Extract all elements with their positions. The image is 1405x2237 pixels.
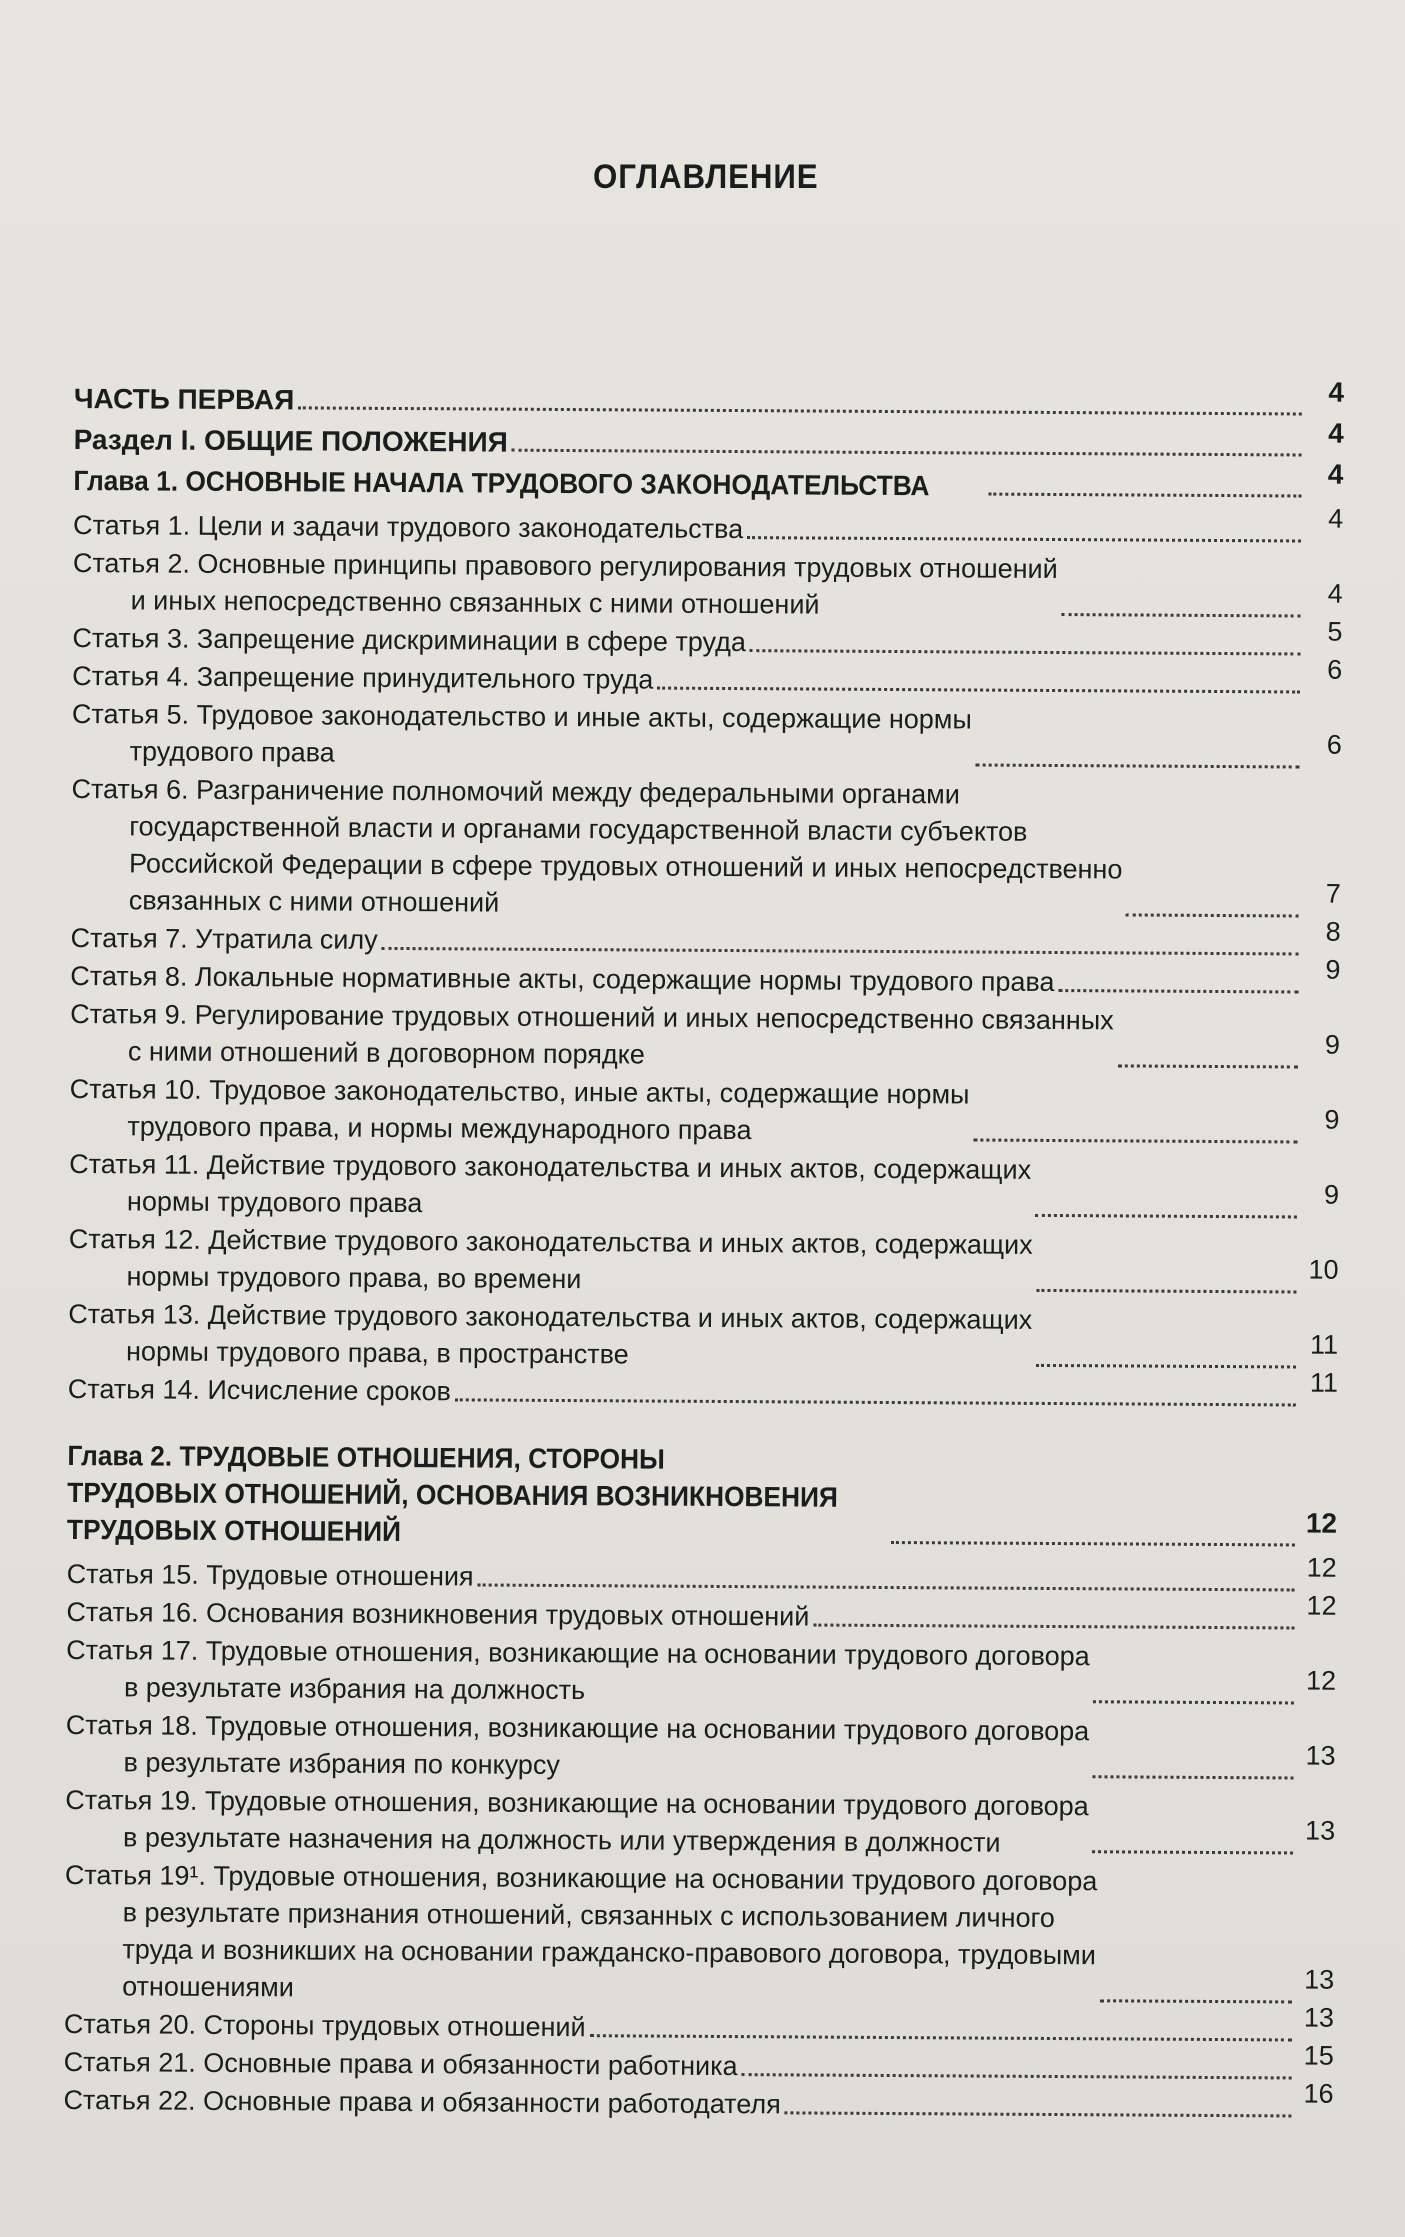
toc-entry-line: Статья 17. Трудовые отношения, возникающие на основании трудового договора: [66, 1634, 1090, 1672]
toc-entry-line: Раздел I. ОБЩИЕ ПОЛОЖЕНИЯ: [73, 423, 508, 458]
toc-entry-line: Статья 18. Трудовые отношения, возникающие на основании трудового договора: [65, 1709, 1090, 1747]
toc-entry-title: [64, 2044, 738, 2085]
page-number: 7: [1325, 878, 1341, 909]
page-number: 4: [1327, 578, 1343, 609]
page-number: 8: [1325, 916, 1341, 947]
dot-leader: [1093, 1700, 1294, 1704]
toc-entry-line: ЧАСТЬ ПЕРВАЯ: [73, 382, 295, 416]
dot-leader: [813, 1624, 1294, 1630]
page-number: 12: [1305, 1507, 1338, 1539]
toc-entry-title: [63, 2082, 781, 2123]
dot-leader: [590, 2034, 1292, 2041]
toc-entry-title: [73, 507, 743, 548]
toc-entry-title: [64, 1857, 1097, 2011]
toc-entry-article[interactable]: [70, 916, 1341, 965]
toc-entry-title: [66, 1632, 1090, 1712]
page-number: 13: [1305, 1740, 1336, 1771]
table-of-contents: [63, 376, 1345, 2128]
toc-entry-line: Статья 19¹. Трудовые отношения, возникающие на основании трудового договора: [64, 1859, 1098, 1897]
toc-entry-part[interactable]: [73, 376, 1345, 425]
toc-entry-line: и иных непосредственно связанных с ними отношений: [130, 585, 820, 620]
toc-entry-line: трудового права, и нормы международного права: [127, 1111, 752, 1146]
toc-entry-line: Глава 2. ТРУДОВЫЕ ОТНОШЕНИЯ, СТОРОНЫ: [67, 1439, 665, 1475]
toc-entry-line: отношениями: [122, 1971, 294, 2003]
toc-entry-chapter[interactable]: [73, 458, 1344, 507]
toc-entry-title: [73, 462, 929, 504]
toc-entry-article[interactable]: [70, 996, 1340, 1078]
page-number: 9: [1324, 1029, 1341, 1060]
dot-leader: [1117, 1064, 1297, 1068]
toc-entry-article[interactable]: [66, 1590, 1337, 1639]
toc-entry-line: Статья 2. Основные принципы правового регулирования трудовых отношений: [72, 547, 1058, 585]
dot-leader: [976, 764, 1300, 769]
toc-entry-line: ТРУДОВЫХ ОТНОШЕНИЙ, ОСНОВАНИЯ ВОЗНИКНОВЕНИЯ: [67, 1476, 838, 1513]
toc-entry-article[interactable]: [73, 545, 1343, 627]
toc-entry-line: Статья 7. Утратила силу: [70, 922, 378, 955]
toc-entry-chapter[interactable]: [67, 1437, 1338, 1556]
toc-entry-article[interactable]: [72, 616, 1343, 665]
toc-entry-line: Статья 6. Разграничение полномочий между федеральными органами: [71, 773, 960, 810]
toc-entry-title: [65, 1707, 1089, 1787]
dot-leader: [742, 2073, 1292, 2079]
page-number: 12: [1306, 1590, 1337, 1621]
toc-entry-title: [74, 380, 295, 418]
dot-leader: [988, 493, 1301, 498]
toc-entry-line: Статья 16. Основания возникновения трудовых отношений: [66, 1596, 810, 1632]
dot-leader: [1058, 989, 1298, 993]
dot-leader: [512, 449, 1302, 457]
toc-entry-line: связанных с ними отношений: [128, 885, 500, 918]
dot-leader: [455, 1398, 1296, 1406]
page-number: 4: [1328, 417, 1344, 449]
page-number: 13: [1303, 2002, 1335, 2033]
toc-entry-title: [70, 996, 1114, 1076]
toc-entry-line: Статья 15. Трудовые отношения: [66, 1558, 474, 1592]
toc-entry-line: Статья 8. Локальные нормативные акты, содержащие нормы трудового права: [70, 960, 1055, 998]
toc-entry-title: [73, 545, 1058, 625]
page-title: ОГЛАВЛЕНИЕ: [593, 158, 819, 196]
toc-entry-title: [68, 1221, 1032, 1301]
toc-entry-article[interactable]: [63, 2040, 1334, 2089]
toc-entry-line: в результате избрания по конкурсу: [123, 1747, 560, 1780]
dot-leader: [1035, 1214, 1297, 1219]
toc-entry-title: [67, 1437, 838, 1553]
toc-entry-line: труда и возникших на основании гражданско-правового договора, трудовыми: [122, 1934, 1096, 1971]
toc-entry-line: Статья 19. Трудовые отношения, возникающие на основании трудового договора: [65, 1784, 1089, 1822]
toc-entry-line: нормы трудового права, во времени: [126, 1261, 582, 1295]
page-number: 9: [1324, 1104, 1340, 1135]
dot-leader: [785, 2111, 1292, 2117]
toc-entry-article[interactable]: [72, 654, 1343, 703]
dot-leader: [747, 536, 1301, 542]
dot-leader: [1093, 1775, 1294, 1779]
toc-entry-line: в результате признания отношений, связанных с использованием личного: [122, 1897, 1055, 1934]
toc-entry-article[interactable]: [73, 503, 1344, 552]
toc-entry-title: [69, 1146, 1031, 1226]
toc-entry-title: [68, 1296, 1032, 1376]
page-number: 12: [1305, 1665, 1337, 1696]
page-number: 15: [1303, 2040, 1334, 2071]
toc-entry-line: Статья 13. Действие трудового законодательства и иных актов, содержащих: [68, 1298, 1033, 1335]
toc-entry-article[interactable]: [63, 2002, 1335, 2051]
dot-leader: [1036, 1364, 1296, 1369]
toc-entry-section[interactable]: [73, 417, 1344, 466]
dot-leader: [382, 947, 1299, 956]
toc-entry-title: [66, 1594, 809, 1636]
page-number: 6: [1327, 654, 1343, 685]
dot-leader: [1101, 1999, 1293, 2003]
toc-entry-line: ТРУДОВЫХ ОТНОШЕНИЙ: [66, 1513, 402, 1548]
dot-leader: [973, 1139, 1297, 1144]
toc-entry-line: Статья 9. Регулирование трудовых отношений и иных непосредственно связанных: [70, 998, 1114, 1036]
page-number: 10: [1308, 1254, 1339, 1285]
toc-entry-article[interactable]: [65, 1782, 1335, 1864]
toc-entry-title: [72, 620, 746, 661]
toc-entry-title: [74, 421, 508, 461]
page-number: 6: [1326, 729, 1342, 760]
toc-entry-line: Статья 12. Действие трудового законодательства и иных актов, содержащих: [68, 1223, 1033, 1260]
page-number: 9: [1323, 1179, 1340, 1210]
toc-entry-article[interactable]: [71, 771, 1342, 927]
toc-entry-title: [69, 1071, 969, 1150]
dot-leader: [891, 1541, 1295, 1546]
page-number: 4: [1328, 503, 1344, 534]
toc-entry-article[interactable]: [63, 2078, 1334, 2127]
toc-entry-article[interactable]: [72, 696, 1342, 778]
toc-entry-line: Статья 5. Трудовое законодательство и иные акты, содержащие нормы: [71, 698, 972, 735]
toc-entry-title: [65, 1782, 1089, 1862]
toc-entry-title: [67, 1556, 474, 1595]
dot-leader: [478, 1583, 1295, 1591]
toc-entry-article[interactable]: [67, 1367, 1338, 1416]
toc-entry-article[interactable]: [65, 1707, 1335, 1789]
toc-entry-article[interactable]: [69, 1071, 1339, 1153]
toc-entry-article[interactable]: [68, 1296, 1338, 1378]
toc-entry-article[interactable]: [64, 1857, 1335, 2013]
toc-entry-line: Статья 22. Основные права и обязанности работодателя: [63, 2084, 781, 2120]
page-number: 13: [1304, 1964, 1335, 1995]
toc-entry-line: Глава 1. ОСНОВНЫЕ НАЧАЛА ТРУДОВОГО ЗАКОНОДАТЕЛЬСТВА: [73, 464, 930, 502]
page-number: 5: [1327, 616, 1343, 647]
toc-entry-line: в результате назначения на должность или утверждения в должности: [123, 1822, 1001, 1858]
dot-leader: [298, 406, 1302, 415]
toc-entry-line: Статья 1. Цели и задачи трудового законодательства: [73, 509, 744, 545]
dot-leader: [750, 649, 1301, 655]
toc-entry-line: государственной власти и органами государственной власти субъектов: [129, 811, 1028, 847]
page-number: 16: [1303, 2078, 1334, 2109]
page-number: 4: [1328, 376, 1345, 408]
toc-entry-article[interactable]: [66, 1632, 1336, 1714]
dot-leader: [1036, 1289, 1296, 1294]
dot-leader: [1126, 913, 1299, 917]
toc-entry-line: трудового права: [129, 736, 335, 768]
toc-entry-title: [70, 958, 1054, 1001]
toc-entry-line: Статья 11. Действие трудового законодательства и иных актов, содержащих: [69, 1148, 1032, 1185]
page-number: 13: [1305, 1815, 1336, 1846]
toc-entry-article[interactable]: [68, 1221, 1338, 1303]
dot-leader: [657, 687, 1300, 694]
page-number: 4: [1327, 458, 1344, 490]
dot-leader: [1092, 1850, 1293, 1854]
toc-entry-line: Российской Федерации в сфере трудовых отношений и иных непосредственно: [128, 848, 1123, 885]
toc-entry-title: [71, 771, 1123, 925]
toc-entry-title: [72, 658, 653, 699]
toc-entry-line: Статья 3. Запрещение дискриминации в сфере труда: [72, 622, 746, 658]
toc-entry-title: [72, 696, 972, 775]
toc-entry-line: Статья 10. Трудовое законодательство, иные акты, содержащие нормы: [69, 1073, 970, 1110]
toc-entry-line: нормы трудового права, в пространстве: [125, 1336, 629, 1370]
toc-entry-line: Статья 14. Исчисление сроков: [67, 1373, 452, 1407]
toc-entry-article[interactable]: [69, 1146, 1339, 1228]
toc-entry-article[interactable]: [70, 954, 1341, 1003]
toc-entry-title: [70, 920, 377, 959]
toc-entry-title: [68, 1371, 451, 1410]
toc-entry-line: Статья 20. Стороны трудовых отношений: [63, 2008, 586, 2043]
toc-entry-line: Статья 4. Запрещение принудительного труда: [72, 660, 654, 695]
page-number: 11: [1309, 1367, 1338, 1398]
toc-entry-title: [64, 2006, 586, 2046]
page-number: 12: [1306, 1552, 1337, 1583]
toc-entry-line: Статья 21. Основные права и обязанности работника: [63, 2046, 738, 2082]
dot-leader: [1061, 613, 1300, 617]
page-number: 9: [1325, 954, 1341, 985]
toc-entry-line: с ними отношений в договорном порядке: [127, 1036, 645, 1070]
page-number: 11: [1310, 1329, 1339, 1360]
toc-entry-article[interactable]: [66, 1552, 1337, 1601]
toc-entry-line: нормы трудового права: [126, 1186, 423, 1219]
toc-entry-line: в результате избрания на должность: [123, 1672, 586, 1706]
